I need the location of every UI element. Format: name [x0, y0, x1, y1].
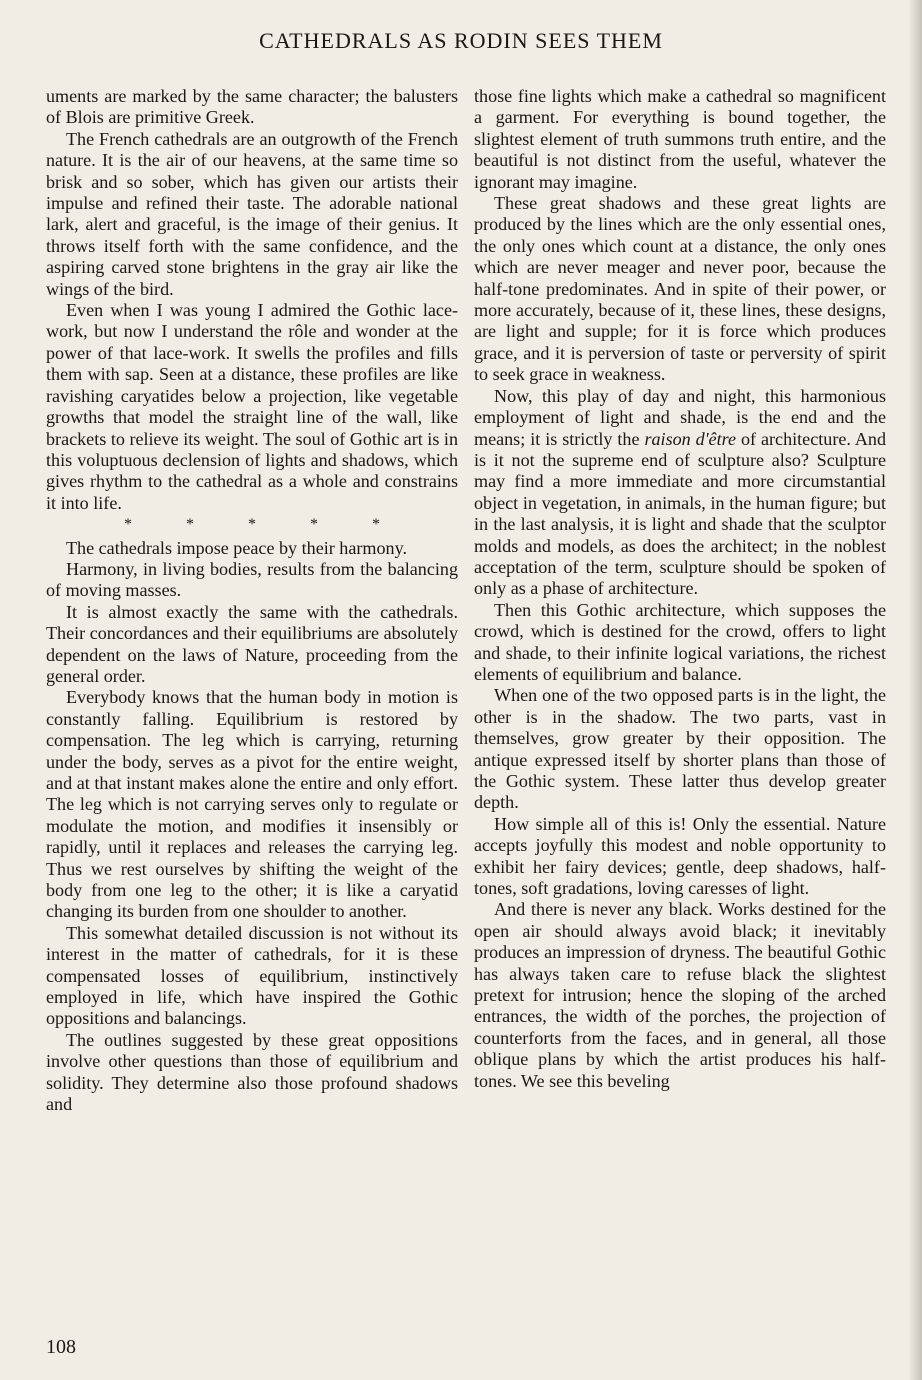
paragraph: Then this Gothic architecture, which supposes the crowd, which is destined for the crowd, offers to light and shade, to their infinite logical variations, the richest elements of equilibrium and balance. — [474, 599, 886, 684]
paragraph: When one of the two opposed parts is in the light, the other is in the shadow. The two parts, vast in themselves, grow greater by their opposition. The antique expressed itself by shorter plans than those of the Gothic system. These latter thus develop greater depth. — [474, 685, 886, 813]
paragraph: How simple all of this is! Only the essential. Nature accepts joyfully this modest and noble opportunity to exhibit her fairy devices; gentle, deep shadows, half-tones, soft gradations, loving caresses of light. — [474, 813, 886, 899]
left-column — [46, 86, 458, 1116]
paragraph: And there is never any black. Works destined for the open air should always avoid black; it inevitably produces an impression of dryness. The beautiful Gothic has always taken care to refuse black the slightest pretext for intrusion; hence the sloping of the arched entrances, the width of the porches, the projection of counterforts from the faces, and in general, all those oblique plans by which the artist produces his half-tones. We see this beveling — [474, 899, 886, 1091]
paragraph: uments are marked by the same character; the balusters of Blois are primitive Greek. — [46, 86, 458, 128]
paragraph: It is almost exactly the same with the cathedrals. Their concordances and their equilibriums are absolutely dependent on the laws of Nature, proceeding from the general order. — [46, 601, 458, 686]
running-head: CATHEDRALS AS RODIN SEES THEM — [259, 28, 663, 53]
paragraph: The outlines suggested by these great oppositions involve other questions than those of equilibrium and solidity. They determine also those profound shadows and — [46, 1029, 458, 1115]
paragraph: These great shadows and these great lights are produced by the lines which are the only essential ones, the only ones which count at a distance, the only ones which are never meager and never poor, because the half-tone predominates. And in spite of their power, or more accurately, because of it, these lines, these designs, are light and supple; for it is force which produces grace, and it is perversion of taste or perversity of spirit to seek grace in weakness. — [474, 193, 886, 385]
paragraph: This somewhat detailed discussion is not without its interest in the matter of cathedrals, for it is these compensated losses of equilibrium, instinctively employed in life, which have inspired the Gothic oppositions and balancings. — [46, 922, 458, 1029]
paragraph — [474, 386, 886, 600]
paragraph: Even when I was young I admired the Gothic lace-work, but now I understand the rôle and wonder at the power of that lace-work. It swells the profiles and fills them with sap. Seen at a distance, these profiles are like ravishing caryatides below a projection, like vegetable growths that model the straight line of the wall, like brackets to relieve its weight. The soul of Gothic art is in this voluptuous declension of lights and shadows, which gives rhythm to the cathedral as a whole and constrains it into life. — [46, 300, 458, 513]
section-separator: * * * * * — [124, 516, 380, 534]
page-edge-shadow — [908, 0, 922, 1380]
paragraph: those fine lights which make a cathedral so magnificent a garment. For everything is bound together, the slightest element of truth summons truth entire, and the beautiful is not distinct from the useful, whatever the ignorant may imagine. — [474, 86, 886, 192]
italic-phrase: raison d'être — [644, 428, 737, 449]
right-column — [474, 86, 886, 1092]
paragraph-text: Now, this play of day and night, this harmonious employment of light and shade, is the end and the means; it is strictly the — [474, 385, 886, 449]
paragraph: Harmony, in living bodies, results from the balancing of moving masses. — [46, 558, 458, 601]
paragraph: Everybody knows that the human body in motion is constantly falling. Equilibrium is restored by compensation. The leg which is carrying, returning under the body, serves as a pivot for the entire weight, and at that instant makes alone the entire and only effort. The leg which is not carrying serves only to regulate or modulate the motion, and modifies it insensibly or rapidly, until it replaces and releases the carrying leg. Thus we rest ourselves by shifting the weight of the body from one leg to the other; it is like a caryatid changing its burden from one shoulder to another. — [46, 687, 458, 922]
paragraph: The cathedrals impose peace by their harmony. — [66, 537, 407, 558]
paragraph: The French cathedrals are an outgrowth of the French nature. It is the air of our heavens, at the same time so brisk and so sober, which has given our artists their impulse and refined their taste. The adorable national lark, alert and graceful, is the image of their genius. It throws itself forth with the same confidence, and the aspiring carved stone brightens in the gray air like the wings of the bird. — [46, 128, 458, 299]
paragraph-text: of architecture. And is it not the supreme end of sculpture also? Sculpture may find a more immediate and more circumstantial object in vegetation, in animals, in the human figure; but in the last analysis, it is light and shade that the sculptor molds and models, as does the architect; in the noblest acceptation of the term, sculpture should be spoken of only as a phase of architecture. — [474, 428, 887, 599]
page-number: 108 — [46, 1336, 76, 1358]
